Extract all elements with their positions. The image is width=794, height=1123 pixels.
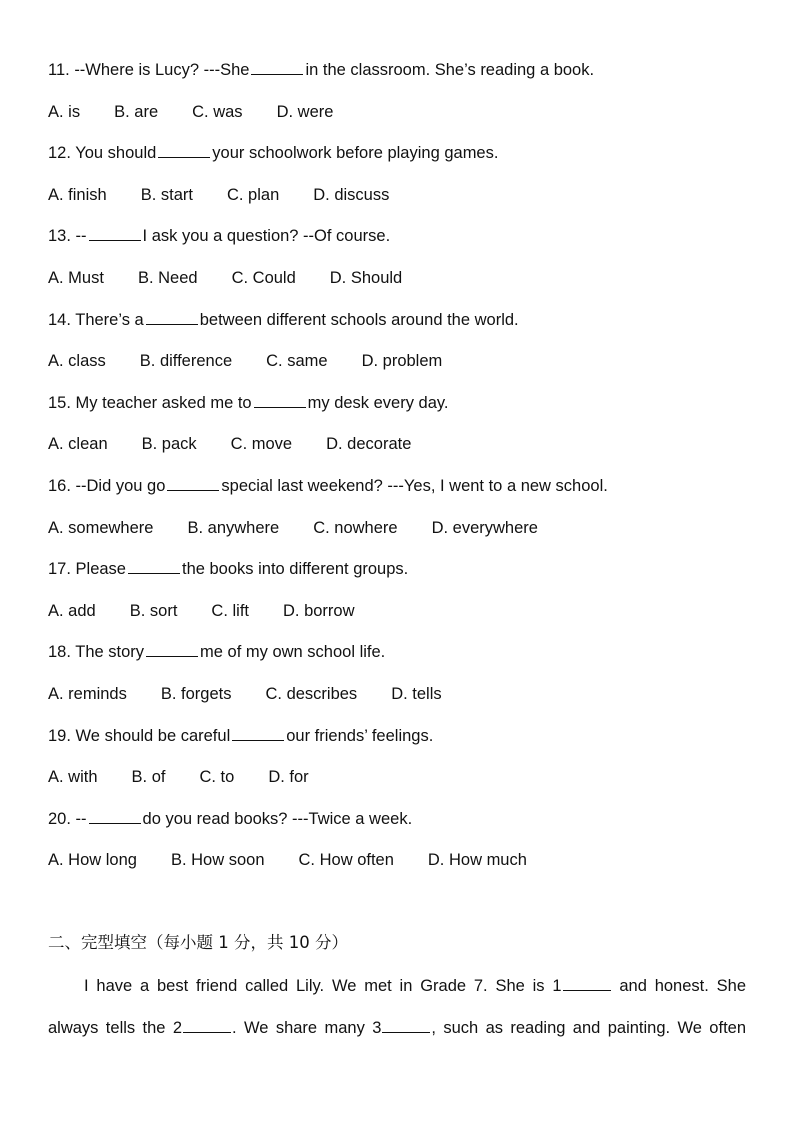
- option-a[interactable]: A. with: [48, 768, 98, 787]
- option-b[interactable]: B. How soon: [170, 851, 265, 870]
- question-14: [48, 302, 748, 385]
- answer-options: [48, 676, 748, 718]
- option-d[interactable]: D. discuss: [313, 185, 390, 204]
- option-d[interactable]: D. How much: [427, 851, 527, 870]
- question-15: [48, 385, 748, 468]
- question-13: [48, 218, 748, 301]
- option-d[interactable]: D. problem: [361, 352, 443, 371]
- passage-line: always tells the 2 . We share many 3 , such as reading and painting. We often: [48, 1019, 747, 1038]
- option-d[interactable]: D. decorate: [326, 435, 412, 454]
- question-stem: 17. Please the books into different groups.: [48, 560, 409, 579]
- option-a[interactable]: A. somewhere: [48, 518, 154, 537]
- answer-options: [48, 593, 748, 635]
- question-stem: 19. We should be careful our friends’ feelings.: [48, 726, 434, 745]
- question-stem: 18. The story me of my own school life.: [48, 643, 386, 662]
- option-a[interactable]: A. Must: [48, 268, 104, 287]
- option-c[interactable]: C. describes: [265, 684, 358, 703]
- option-a[interactable]: A. finish: [48, 185, 107, 204]
- answer-blank[interactable]: [89, 226, 141, 241]
- passage-line: I have a best friend called Lily. We met in Grade 7. She is 1 and honest. She: [84, 977, 747, 996]
- cloze-blank-3[interactable]: [382, 1018, 430, 1033]
- question-16: [48, 468, 748, 551]
- option-a[interactable]: A. clean: [48, 435, 108, 454]
- option-a[interactable]: A. reminds: [48, 684, 127, 703]
- option-c[interactable]: C. How often: [298, 851, 394, 870]
- question-stem: 11. --Where is Lucy? ---She in the classroom. She’s reading a book.: [48, 61, 595, 79]
- question-stem: 13. -- I ask you a question? --Of course.: [48, 227, 391, 246]
- option-b[interactable]: B. difference: [139, 352, 233, 371]
- answer-options: [48, 842, 748, 884]
- option-b[interactable]: B. anywhere: [187, 518, 280, 537]
- answer-options: [48, 260, 748, 302]
- option-c[interactable]: C. plan: [226, 185, 280, 204]
- option-d[interactable]: D. tells: [391, 684, 442, 703]
- section-heading: 二、完型填空（每小题 1 分，共 10 分）: [48, 932, 348, 952]
- option-b[interactable]: B. Need: [137, 268, 198, 287]
- option-d[interactable]: D. were: [276, 102, 334, 121]
- answer-blank[interactable]: [158, 143, 210, 158]
- option-d[interactable]: D. Should: [329, 268, 403, 287]
- answer-options: [48, 177, 748, 219]
- question-12: [48, 135, 748, 218]
- option-b[interactable]: B. sort: [129, 601, 178, 620]
- option-c[interactable]: C. nowhere: [313, 518, 398, 537]
- option-b[interactable]: B. forgets: [160, 684, 232, 703]
- option-a[interactable]: A. class: [48, 352, 106, 371]
- option-d[interactable]: D. everywhere: [431, 518, 538, 537]
- option-c[interactable]: C. was: [192, 102, 243, 121]
- answer-blank[interactable]: [128, 559, 180, 574]
- answer-blank[interactable]: [232, 726, 284, 741]
- question-19: [48, 718, 748, 801]
- answer-blank[interactable]: [146, 310, 198, 325]
- answer-blank[interactable]: [167, 476, 219, 491]
- answer-options: [48, 343, 748, 385]
- question-18: [48, 634, 748, 717]
- answer-options: [48, 510, 748, 552]
- cloze-blank-1[interactable]: [563, 976, 611, 991]
- question-20: [48, 801, 748, 884]
- option-b[interactable]: B. are: [114, 102, 159, 121]
- option-b[interactable]: B. of: [131, 768, 166, 787]
- question-17: [48, 551, 748, 634]
- answer-blank[interactable]: [146, 642, 198, 657]
- answer-blank[interactable]: [251, 60, 303, 75]
- answer-options: [48, 426, 748, 468]
- question-stem: 20. -- do you read books? ---Twice a week.: [48, 809, 413, 828]
- option-c[interactable]: C. to: [199, 768, 235, 787]
- question-stem: 12. You should your schoolwork before playing games.: [48, 144, 499, 163]
- answer-blank[interactable]: [89, 809, 141, 824]
- option-b[interactable]: B. start: [140, 185, 193, 204]
- option-d[interactable]: D. for: [268, 768, 309, 787]
- option-a[interactable]: A. add: [48, 601, 96, 620]
- worksheet-page: [48, 52, 748, 1050]
- option-d[interactable]: D. borrow: [283, 601, 355, 620]
- answer-blank[interactable]: [254, 393, 306, 408]
- question-11: [48, 52, 748, 135]
- question-stem: 15. My teacher asked me to my desk every day.: [48, 393, 449, 412]
- option-c[interactable]: C. Could: [231, 268, 296, 287]
- question-stem: 16. --Did you go special last weekend? ---Yes, I went to a new school.: [48, 476, 608, 495]
- option-c[interactable]: C. move: [230, 435, 293, 454]
- question-stem: 14. There’s a between different schools around the world.: [48, 310, 519, 329]
- cloze-passage: [48, 966, 746, 1049]
- option-b[interactable]: B. pack: [141, 435, 197, 454]
- option-a[interactable]: A. is: [48, 102, 81, 121]
- option-a[interactable]: A. How long: [48, 851, 137, 870]
- option-c[interactable]: C. same: [266, 352, 328, 371]
- cloze-blank-2[interactable]: [183, 1018, 231, 1033]
- answer-options: [48, 94, 748, 136]
- answer-options: [48, 759, 748, 801]
- option-c[interactable]: C. lift: [211, 601, 249, 620]
